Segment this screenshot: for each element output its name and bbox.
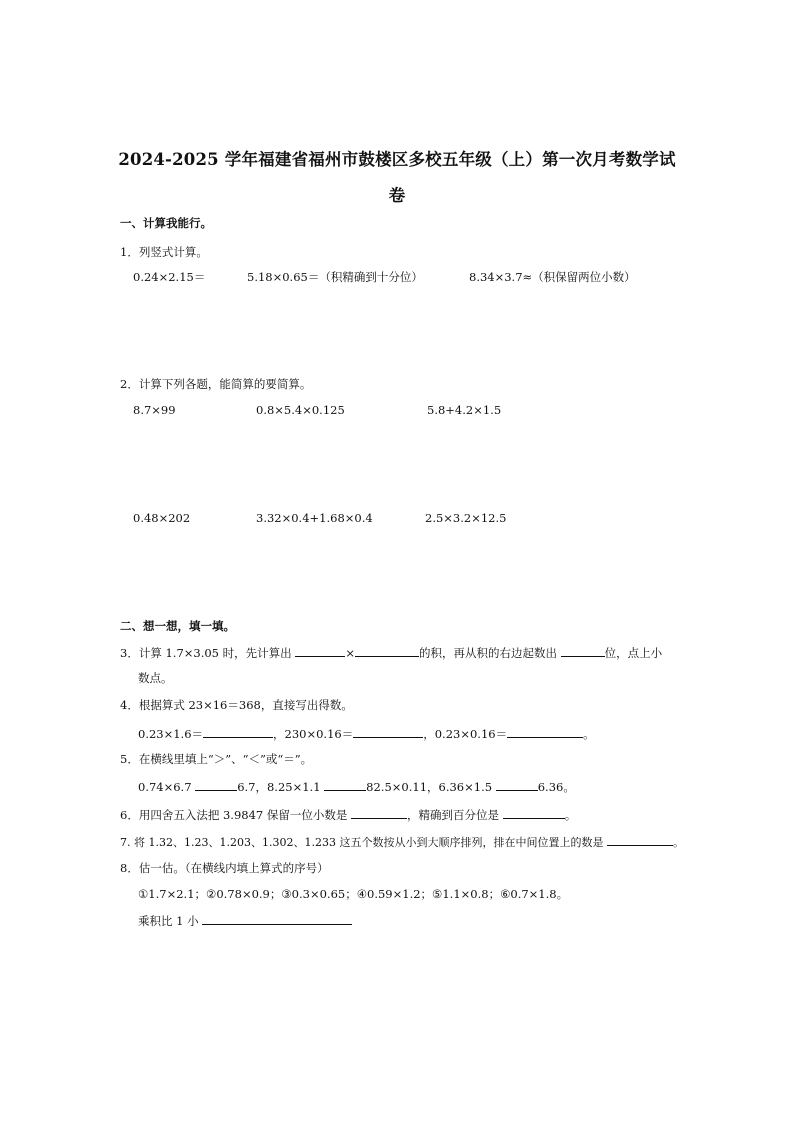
q3-blank-3[interactable]: [561, 644, 605, 657]
q4-blank-2[interactable]: [353, 725, 423, 738]
q6-text-b: ，精确到百分位是: [407, 808, 500, 822]
q8-prompt: 8．估一估。（在横线内填上算式的序号）: [120, 861, 329, 875]
q3-line1: [120, 644, 662, 661]
q3-text-a: 3．计算 1.7×3.05 时，先计算出: [120, 646, 292, 660]
q5-text-a: 0.74×6.7: [138, 780, 192, 794]
q2-item-3: 5.8+4.2×1.5: [427, 403, 502, 417]
section1-heading: 一、计算我能行。: [120, 216, 212, 230]
q3-blank-1[interactable]: [295, 644, 345, 657]
q3-text-b: ×: [345, 646, 355, 660]
q5-blank-2[interactable]: [324, 778, 366, 791]
q3-text-d: 位，点上小: [604, 646, 663, 660]
q2-item-6: 2.5×3.2×12.5: [425, 511, 507, 525]
q4-blank-1[interactable]: [203, 725, 273, 738]
q7-blank-1[interactable]: [607, 833, 673, 846]
exam-title-line2: 卷: [388, 186, 406, 205]
q1-item-2: 5.18×0.65＝（积精确到十分位）: [247, 270, 423, 284]
q1-prompt: 1．列竖式计算。: [120, 245, 208, 259]
q8-blank[interactable]: [202, 912, 352, 925]
q3-text-c: 的积，再从积的右边起数出: [418, 646, 557, 660]
exam-title-line1: 2024-2025 学年福建省福州市鼓楼区多校五年级（上）第一次月考数学试: [118, 150, 676, 169]
q5-answers: [138, 778, 575, 795]
q4-blank-3[interactable]: [507, 725, 583, 738]
q4-answers: [138, 725, 595, 742]
q5-text-d: 6.36。: [537, 780, 575, 794]
q6-blank-2[interactable]: [503, 806, 565, 819]
q5-blank-1[interactable]: [195, 778, 237, 791]
q2-prompt: 2．计算下列各题，能简算的要简算。: [120, 377, 312, 391]
q6-text-c: 。: [564, 808, 577, 822]
q6-line: [120, 806, 576, 823]
q3-line2: 数点。: [138, 671, 173, 685]
q7-text-a: 7. 将 1.32、1.23、1.203、1.302、1.233 这五个数按从小到大顺序排列，排在中间位置上的数是: [120, 836, 604, 849]
q1-item-1: 0.24×2.15＝: [133, 270, 206, 284]
q5-blank-3[interactable]: [496, 778, 538, 791]
q6-text-a: 6．用四舍五入法把 3.9847 保留一位小数是: [120, 808, 348, 822]
q2-item-1: 8.7×99: [133, 403, 176, 417]
q3-blank-2[interactable]: [355, 644, 419, 657]
q2-item-4: 0.48×202: [133, 511, 191, 525]
q4-text-d: 。: [583, 727, 595, 741]
q8-answer-line: [138, 912, 352, 929]
q4-prompt: 4．根据算式 23×16＝368，直接写出得数。: [120, 698, 353, 712]
q8-options: ①1.7×2.1；②0.78×0.9；③0.3×0.65；④0.59×1.2；⑤1.1×0.8；⑥0.7×1.8。: [138, 887, 569, 901]
q8-label: 乘积比 1 小: [138, 914, 199, 928]
q5-text-b: 6.7，8.25×1.1: [237, 780, 321, 794]
q6-blank-1[interactable]: [351, 806, 407, 819]
section2-heading: 二、想一想，填一填。: [120, 619, 235, 633]
q4-text-a: 0.23×1.6＝: [138, 727, 204, 741]
q2-item-5: 3.32×0.4+1.68×0.4: [256, 511, 373, 525]
q7-text-b: 。: [672, 836, 684, 849]
q4-text-c: ，0.23×0.16＝: [423, 727, 508, 741]
q2-item-2: 0.8×5.4×0.125: [256, 403, 345, 417]
q5-prompt: 5．在横线里填上“＞”、“＜”或“＝”。: [120, 752, 313, 766]
q4-text-b: ，230×0.16＝: [273, 727, 354, 741]
q1-item-3: 8.34×3.7≈（积保留两位小数）: [469, 270, 636, 284]
q7-line: [120, 833, 684, 850]
q5-text-c: 82.5×0.11，6.36×1.5: [366, 780, 493, 794]
